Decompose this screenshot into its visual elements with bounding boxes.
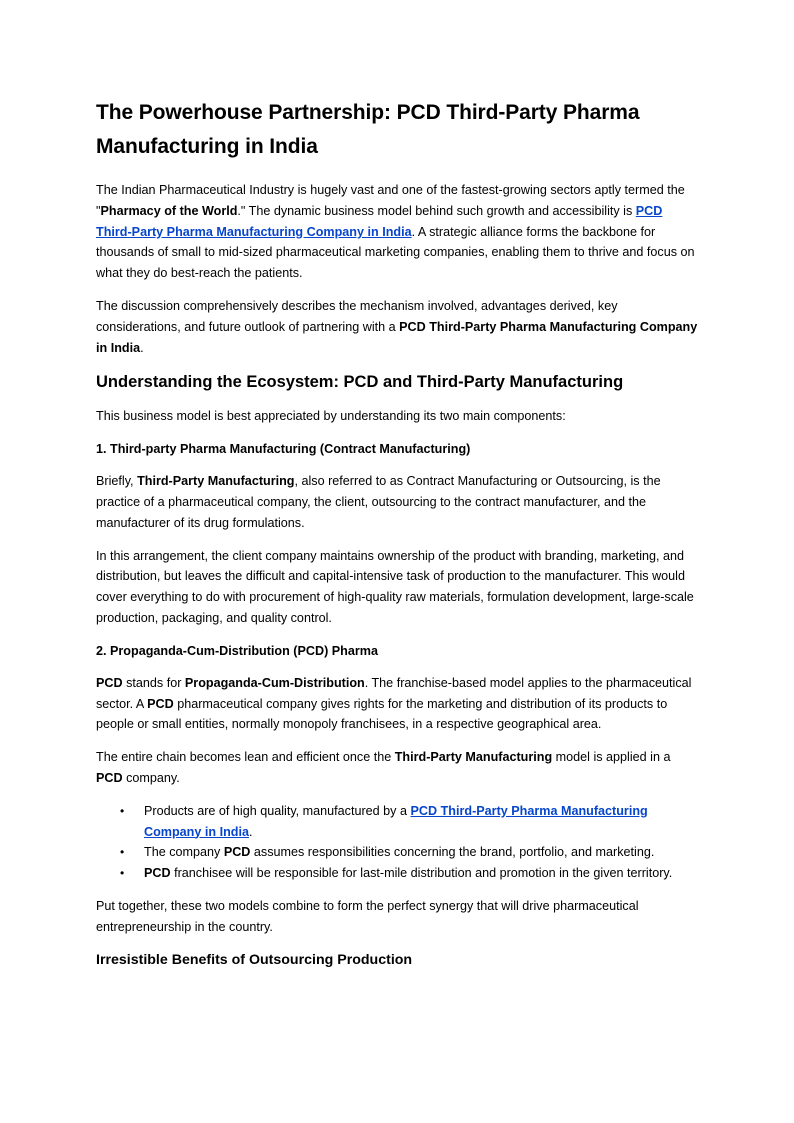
list-item: • Products are of high quality, manufactured by a PCD Third-Party Pharma Manufacturing Company in India. (144, 801, 698, 843)
intro-paragraph-2: The discussion comprehensively describes the mechanism involved, advantages derived, key considerations, and future outlook of partnering with a PCD Third-Party Pharma Manufacturing Company in India. (96, 298, 698, 355)
pcd-company-link[interactable]: PCD Third-Party Pharma Manufacturing Company in India (144, 803, 648, 839)
pcd-company-link[interactable]: PCD Third-Party Pharma Manufacturing Company in India (96, 203, 663, 239)
subheading-third-party-manufacturing: 1. Third-party Pharma Manufacturing (Contract Manufacturing) (96, 442, 471, 457)
intro-paragraph-1: The Indian Pharmaceutical Industry is hugely vast and one of the fastest-growing sectors aptly termed the "Pharmacy of the World." The dynamic business model behind such growth and accessibility is PCD Third-Party Pharma Manufacturing Company in India. A strategic alliance forms the backbone for thousands of small to mid-sized pharmaceutical marketing companies, enabling them to thrive and focus on what they do best-reach the patients. (96, 183, 695, 281)
bullet-icon: • (120, 866, 125, 881)
third-party-paragraph-2: In this arrangement, the client company maintains ownership of the product with branding, marketing, and distribution, but leaves the difficult and capital-intensive task of production to the manufacturer. This would cover everything to do with procurement of high-quality raw materials, formulation development, large-scale production, packaging, and quality control. (96, 548, 694, 625)
subheading-pcd-pharma: 2. Propaganda-Cum-Distribution (PCD) Pharma (96, 643, 378, 658)
bold-pharmacy-of-the-world: Pharmacy of the World (100, 203, 238, 218)
page-title: The Powerhouse Partnership: PCD Third-Party Pharma Manufacturing in India (96, 101, 640, 158)
pcd-paragraph-1: PCD stands for Propaganda-Cum-Distribution. The franchise-based model applies to the pharmaceutical sector. A PCD pharmaceutical company gives rights for the marketing and distribution of its products to people or small entities, normally monopoly franchisees, in a respective geographical area. (96, 675, 692, 732)
section-heading-benefits: Irresistible Benefits of Outsourcing Production (96, 951, 413, 968)
synergy-paragraph: Put together, these two models combine to form the perfect synergy that will drive pharmaceutical entrepreneurship in the country. (96, 898, 639, 934)
list-item: • The company PCD assumes responsibilities concerning the brand, portfolio, and marketing. (144, 842, 698, 863)
pcd-paragraph-2: The entire chain becomes lean and efficient once the Third-Party Manufacturing model is applied in a PCD company. (96, 750, 671, 785)
third-party-paragraph-1: Briefly, Third-Party Manufacturing, also referred to as Contract Manufacturing or Outsourcing, is the practice of a pharmaceutical company, the client, outsourcing to the contract manufacturer, and the manufacturer of its drug formulations. (96, 474, 661, 530)
bullet-icon: • (120, 845, 125, 860)
section-heading-ecosystem: Understanding the Ecosystem: PCD and Third-Party Manufacturing (96, 373, 624, 392)
section-intro-paragraph: This business model is best appreciated by understanding its two main components: (96, 409, 566, 424)
list-item: • PCD franchisee will be responsible for last-mile distribution and promotion in the given territory. (144, 863, 698, 884)
bullet-icon: • (120, 803, 125, 818)
benefits-bullet-list (96, 801, 698, 884)
